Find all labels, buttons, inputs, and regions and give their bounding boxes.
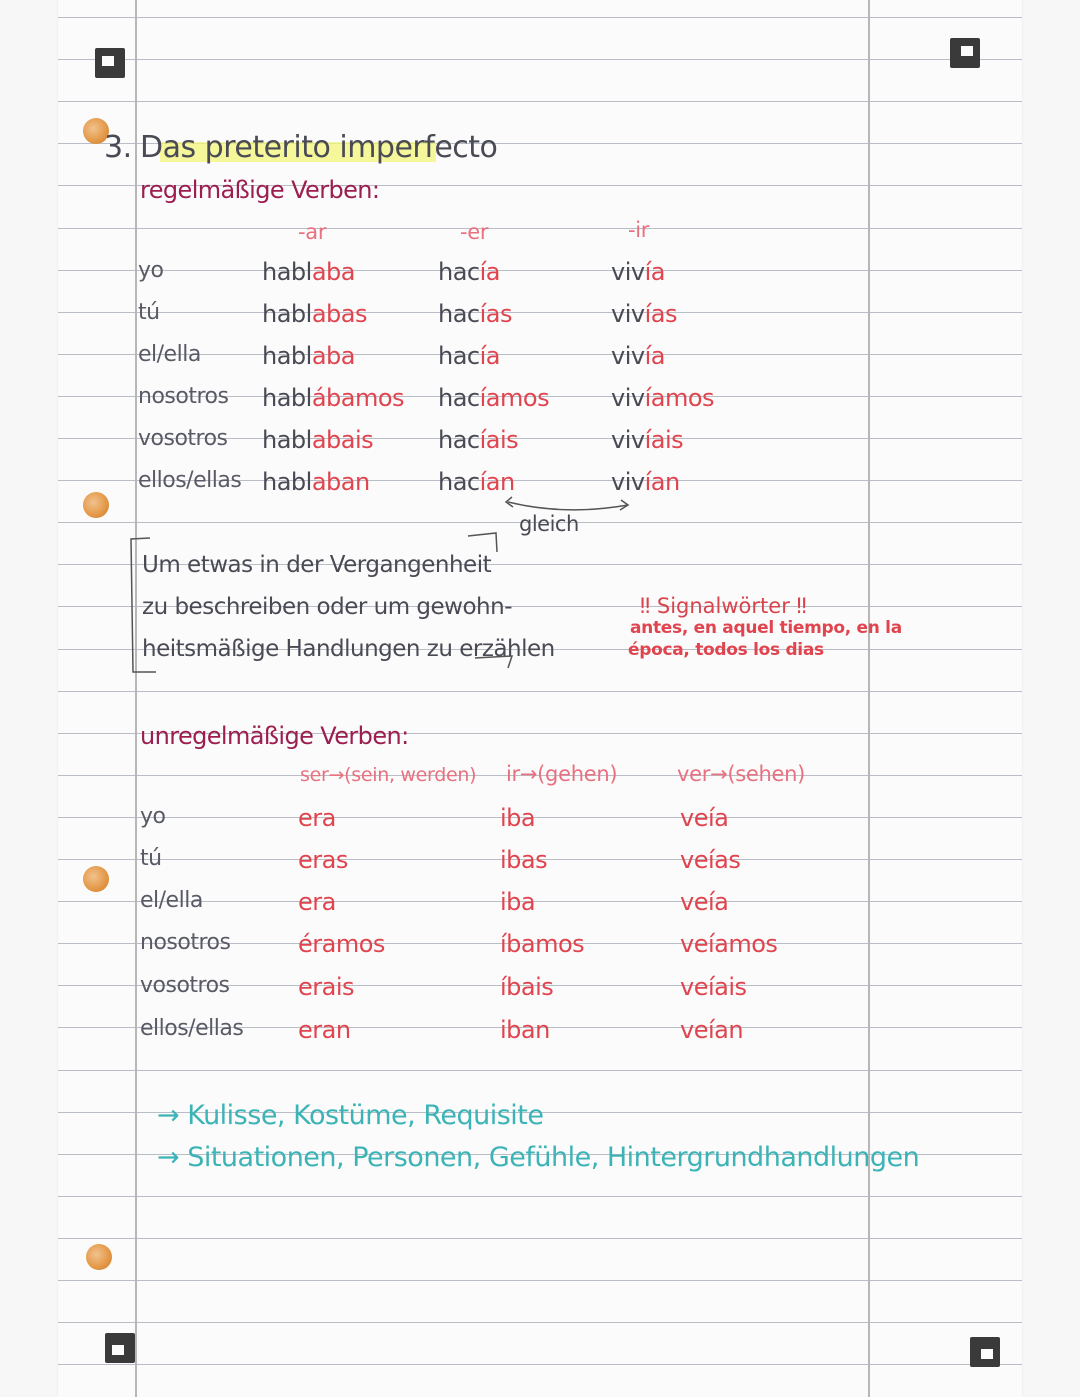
verb-stem: hac — [438, 342, 480, 370]
verb-stem: habl — [262, 258, 312, 286]
column-header-er: -er — [460, 220, 489, 244]
verb-stem: habl — [262, 342, 312, 370]
signal-words-heading — [640, 594, 807, 618]
conjugation-ver: veíais — [680, 973, 747, 1001]
signal-words-label: Signalwörter — [656, 594, 790, 618]
column-header-ver: ver→(sehen) — [677, 762, 806, 786]
signal-words-line-1: antes, en aquel tiempo, en la — [630, 618, 902, 638]
verb-stem: viv — [611, 342, 645, 370]
verb-ending: ía — [644, 258, 665, 286]
usage-line-1: Um etwas in der Vergangenheit — [142, 552, 492, 578]
conjugation-ir: iba — [500, 888, 536, 916]
conjugation-ser: era — [298, 804, 336, 832]
verb-ending: ía — [644, 342, 665, 370]
verb-stem: viv — [611, 258, 645, 286]
verb-stem: habl — [262, 300, 312, 328]
irregular-verbs-heading: unregelmäßige Verben: — [140, 722, 409, 750]
verb-ending: aba — [311, 342, 355, 370]
verb-ending: íais — [479, 426, 519, 454]
section-title: Das preterito imperfecto — [140, 130, 498, 165]
pronoun-label: nosotros — [140, 930, 231, 955]
verb-stem: viv — [611, 300, 645, 328]
verb-stem: hac — [438, 384, 480, 412]
conjugation-ver: veía — [680, 888, 729, 916]
verb-stem: viv — [611, 426, 645, 454]
exclamation-icon: ‼ — [789, 594, 807, 618]
section-number: 3. — [104, 130, 132, 165]
verb-ending: íamos — [644, 384, 715, 412]
pronoun-label: vosotros — [138, 426, 228, 451]
pronoun-label: ellos/ellas — [138, 468, 242, 493]
note-line-1: → Kulisse, Kostüme, Requisite — [157, 1100, 544, 1131]
conjugation-ir: íbais — [500, 973, 554, 1001]
exclamation-icon: ‼ — [640, 594, 657, 618]
conjugation-ser: éramos — [298, 930, 385, 958]
pronoun-label: yo — [138, 258, 164, 283]
conjugation-ir: íbamos — [500, 930, 585, 958]
column-header-ar: -ar — [298, 220, 327, 244]
verb-stem: hac — [438, 468, 480, 496]
column-header-ser: ser→(sein, werden) — [300, 764, 477, 786]
pronoun-label: el/ella — [140, 888, 203, 913]
conjugation-ir: ibas — [500, 846, 548, 874]
note-line-2: → Situationen, Personen, Gefühle, Hintergrundhandlungen — [157, 1142, 920, 1173]
regular-verbs-heading: regelmäßige Verben: — [140, 176, 380, 204]
verb-ending: ía — [479, 342, 500, 370]
usage-line-2: zu beschreiben oder um gewohn- — [142, 594, 513, 620]
verb-ending: íais — [644, 426, 684, 454]
conjugation-ser: eran — [298, 1016, 351, 1044]
bracket-mark — [468, 533, 497, 552]
verb-stem: hac — [438, 300, 480, 328]
verb-stem: viv — [611, 384, 645, 412]
verb-stem: habl — [262, 384, 312, 412]
verb-ending: íamos — [479, 384, 550, 412]
verb-ending: ías — [644, 300, 677, 328]
conjugation-ser: eras — [298, 846, 348, 874]
conjugation-ver: veía — [680, 804, 729, 832]
verb-ending: abas — [311, 300, 367, 328]
verb-ending: ían — [479, 468, 515, 496]
verb-ending: ábamos — [311, 384, 405, 412]
conjugation-ir: iba — [500, 804, 536, 832]
pronoun-label: vosotros — [140, 973, 230, 998]
verb-stem: hac — [438, 426, 480, 454]
pronoun-label: ellos/ellas — [140, 1016, 244, 1041]
conjugation-ir: iban — [500, 1016, 550, 1044]
same-note: gleich — [519, 512, 579, 536]
conjugation-ser: era — [298, 888, 336, 916]
conjugation-ser: erais — [298, 973, 355, 1001]
pronoun-label: tú — [140, 846, 162, 871]
verb-ending: abais — [311, 426, 374, 454]
verb-ending: ía — [479, 258, 500, 286]
verb-stem: habl — [262, 468, 312, 496]
conjugation-ver: veías — [680, 846, 741, 874]
pronoun-label: yo — [140, 804, 166, 829]
usage-line-3: heitsmäßige Handlungen zu erzählen — [142, 636, 555, 662]
column-header-ir: -ir — [628, 218, 650, 242]
pronoun-label: el/ella — [138, 342, 201, 367]
pronoun-label: tú — [138, 300, 160, 325]
conjugation-ver: veíamos — [680, 930, 778, 958]
verb-ending: aban — [311, 468, 370, 496]
same-arrow — [508, 502, 628, 510]
verb-ending: aba — [311, 258, 355, 286]
verb-ending: ías — [479, 300, 513, 328]
signal-words-line-2: época, todos los dias — [628, 640, 824, 660]
pronoun-label: nosotros — [138, 384, 229, 409]
verb-ending: ían — [644, 468, 680, 496]
column-header-ir-irregular: ir→(gehen) — [506, 762, 618, 786]
verb-stem: viv — [611, 468, 645, 496]
verb-stem: habl — [262, 426, 312, 454]
verb-stem: hac — [438, 258, 480, 286]
conjugation-ver: veían — [680, 1016, 744, 1044]
